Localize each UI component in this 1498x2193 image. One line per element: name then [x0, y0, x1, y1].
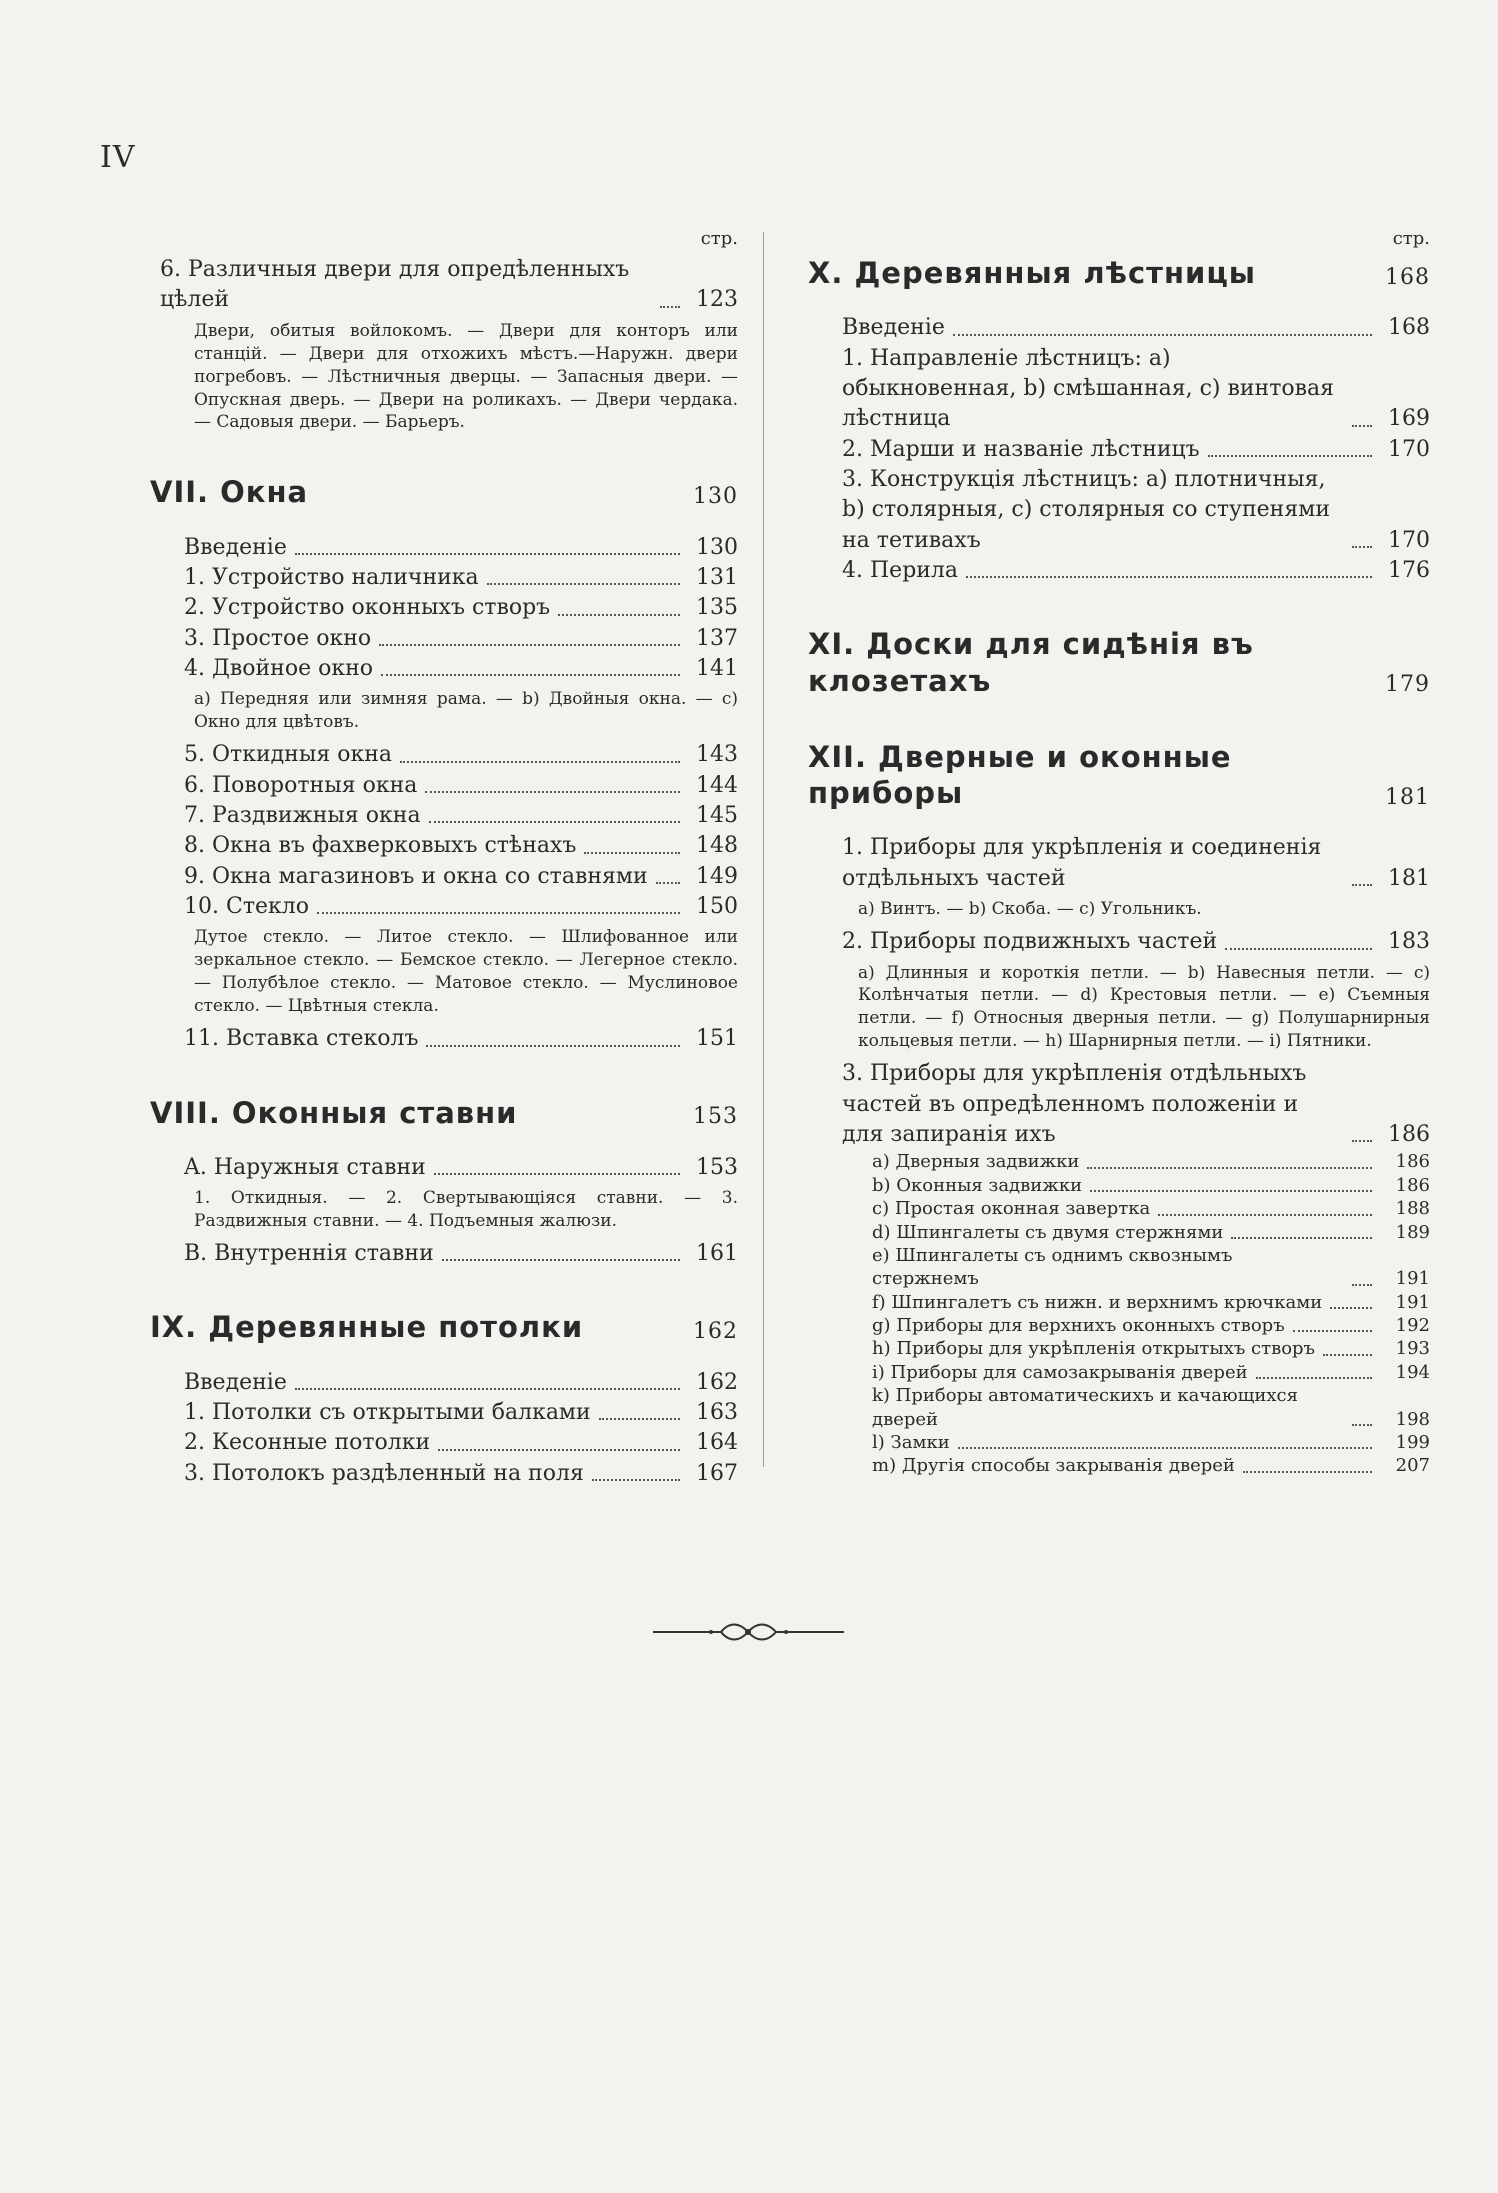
toc-entry	[808, 435, 1430, 465]
entry-label: 2. Приборы подвижныхъ частей	[842, 929, 1218, 955]
entry-page: 170	[1388, 436, 1430, 462]
dot-leader	[295, 553, 680, 555]
toc-entry	[150, 1024, 738, 1054]
toc-entry	[808, 1384, 1430, 1431]
entry-page: 163	[696, 1400, 738, 1426]
chapter-title: VIII. Оконныя ставни	[150, 1095, 518, 1130]
dot-leader	[1352, 1140, 1372, 1142]
dot-leader	[429, 821, 680, 823]
entry-label: 1. Направленіе лѣстницъ: a) обыкновенная, b) смѣшанная, c) винтовая лѣстница	[842, 345, 1335, 432]
chapter-title: VII. Окна	[150, 475, 309, 510]
dot-leader	[1225, 948, 1372, 950]
toc-entry	[808, 1221, 1430, 1244]
chapter-page: 181	[1385, 784, 1430, 810]
dot-leader	[442, 1259, 680, 1261]
dot-leader	[958, 1447, 1372, 1449]
entry-page: 148	[696, 833, 738, 859]
entry-page: 144	[696, 772, 738, 798]
entry-label: Введеніе	[184, 534, 287, 560]
toc-entry	[808, 1314, 1430, 1337]
dot-leader	[1087, 1167, 1372, 1169]
dot-leader	[1330, 1307, 1372, 1309]
dot-leader	[434, 1173, 680, 1175]
dot-leader	[1208, 455, 1372, 457]
dot-leader	[1352, 1424, 1372, 1426]
dot-leader	[966, 576, 1372, 578]
toc-entry	[808, 1361, 1430, 1384]
entry-label: 3. Потолокъ раздѣленный на поля	[184, 1460, 584, 1486]
entry-page: 186	[1395, 1151, 1430, 1173]
toc-entry	[150, 1398, 738, 1428]
dot-leader	[1090, 1190, 1372, 1192]
toc-entry	[808, 1291, 1430, 1314]
dot-leader	[1352, 884, 1372, 886]
entry-page: 141	[696, 656, 738, 682]
chapter-page: 179	[1385, 672, 1430, 698]
dot-leader	[1293, 1330, 1372, 1332]
toc-entry	[150, 1459, 738, 1489]
entry-label: 9. Окна магазиновъ и окна со ставнями	[184, 863, 648, 889]
toc-entry	[150, 801, 738, 831]
dot-leader	[438, 1449, 680, 1451]
entry-label: c) Простая оконная завертка	[872, 1198, 1151, 1220]
entry-page: 207	[1395, 1455, 1430, 1477]
entry-label: 3. Простое окно	[184, 625, 372, 651]
toc-entry	[150, 1239, 738, 1269]
dot-leader	[1352, 546, 1372, 548]
chapter-title: X. Деревянныя лѣстницы	[808, 256, 1257, 290]
entry-label: A. Наружныя ставни	[184, 1154, 426, 1180]
toc-entry	[150, 862, 738, 892]
toc-entry	[808, 344, 1430, 435]
entry-page: 176	[1388, 558, 1430, 584]
entry-label: d) Шпингалеты съ двумя стержнями	[872, 1221, 1224, 1243]
entry-label: 6. Различныя двери для опредѣленныхъ цѣлей	[160, 257, 630, 313]
entry-label: 4. Двойное окно	[184, 656, 373, 682]
toc-entry	[150, 563, 738, 593]
chapter-page: 168	[1385, 264, 1430, 290]
dot-leader	[400, 761, 680, 763]
subtopics: Дутое стекло. — Литое стекло. — Шлифованное или зеркальное стекло. — Бемское стекло. — Легерное стекло. — Полубѣлое стекло. — Матовое стекло. — Муслиновое стекло. — Цвѣтныя стекла.	[194, 927, 738, 1017]
toc-entry	[150, 740, 738, 770]
entry-page: 186	[1388, 1121, 1430, 1147]
entry-label: 1. Приборы для укрѣпленія и соединенія отдѣльныхъ частей	[842, 835, 1322, 891]
toc-entry	[150, 831, 738, 861]
dot-leader	[425, 791, 680, 793]
entry-page: 181	[1388, 865, 1430, 891]
toc-left-column	[150, 228, 738, 1489]
entry-label: B. Внутреннія ставни	[184, 1241, 434, 1267]
entry-page: 145	[696, 803, 738, 829]
entry-label: 1. Устройство наличника	[184, 565, 479, 591]
entry-label: 10. Стекло	[184, 894, 309, 920]
entry-page: 137	[696, 625, 738, 651]
decorative-ornament	[651, 1620, 846, 1644]
entry-page: 151	[696, 1026, 738, 1052]
entry-page: 193	[1395, 1338, 1430, 1360]
entry-page: 162	[696, 1369, 738, 1395]
page-column-header: стр.	[700, 228, 738, 249]
entry-label: l) Замки	[872, 1432, 950, 1454]
chapter-heading	[808, 255, 1430, 291]
entry-label: e) Шпингалеты съ однимъ сквознымъ стержнемъ	[872, 1244, 1233, 1290]
dot-leader	[317, 912, 680, 914]
chapter-page: 162	[693, 1319, 738, 1345]
dot-leader	[660, 306, 680, 308]
dot-leader	[487, 583, 680, 585]
entry-page: 131	[696, 565, 738, 591]
entry-page: 170	[1388, 527, 1430, 553]
dot-leader	[599, 1418, 680, 1420]
entry-label: Введеніе	[842, 315, 945, 341]
dot-leader	[381, 674, 680, 676]
entry-label: 2. Кесонные потолки	[184, 1430, 431, 1456]
toc-entry	[150, 1368, 738, 1398]
toc-right-column	[808, 228, 1430, 1478]
subtopics: 1. Откидныя. — 2. Свертывающіяся ставни. — 3. Раздвижныя ставни. — 4. Подъемныя жалюзи.	[194, 1188, 738, 1232]
entry-page: 191	[1395, 1291, 1430, 1313]
toc-entry	[150, 1428, 738, 1458]
entry-page: 199	[1395, 1432, 1430, 1454]
entry-page: 149	[696, 863, 738, 889]
entry-label: 5. Откидныя окна	[184, 742, 392, 768]
toc-entry	[150, 624, 738, 654]
entry-label: 3. Приборы для укрѣпленія отдѣльныхъ частей въ опредѣленномъ положеніи и для запиранія ихъ	[842, 1061, 1307, 1147]
toc-entry	[808, 1059, 1430, 1150]
entry-label: a) Дверныя задвижки	[872, 1151, 1080, 1173]
subtopics: a) Передняя или зимняя рама. — b) Двойныя окна. — c) Окно для цвѣтовъ.	[194, 689, 738, 733]
toc-entry	[150, 593, 738, 623]
subtopics: Двери, обитыя войлокомъ. — Двери для конторъ или станцій. — Двери для отхожихъ мѣстъ.—Наружн. двери погребовъ. — Лѣстничныя дверцы. — Запасныя двери. — Опускная дверь. — Двери на роликахъ. — Двери чердака. — Садовыя двери. — Барьеръ.	[194, 320, 738, 433]
entry-label: 6. Поворотныя окна	[184, 772, 418, 798]
entry-label: k) Приборы автоматическихъ и качающихся дверей	[872, 1385, 1298, 1430]
page-column-header: стр.	[1392, 228, 1430, 249]
toc-entry	[808, 556, 1430, 586]
entry-page: 198	[1395, 1408, 1430, 1430]
subtopics: a) Винтъ. — b) Скоба. — c) Угольникъ.	[858, 899, 1202, 920]
entry-label: m) Другія способы закрыванія дверей	[872, 1455, 1235, 1477]
toc-entry	[808, 313, 1430, 343]
entry-label: 4. Перила	[842, 558, 959, 584]
entry-page: 143	[696, 742, 738, 768]
dot-leader	[656, 882, 680, 884]
dot-leader	[1243, 1471, 1372, 1473]
dot-leader	[1352, 1284, 1372, 1286]
dot-leader	[1158, 1214, 1372, 1216]
chapter-heading	[150, 474, 738, 510]
chapter-heading	[808, 739, 1430, 812]
dot-leader	[379, 644, 680, 646]
toc-entry	[808, 465, 1430, 556]
toc-entry	[808, 1174, 1430, 1197]
toc-entry	[808, 1150, 1430, 1173]
entry-label: 8. Окна въ фахверковыхъ стѣнахъ	[184, 833, 577, 859]
entry-page: 191	[1395, 1268, 1430, 1290]
toc-entry	[808, 1454, 1430, 1477]
entry-label: Введеніе	[184, 1369, 287, 1395]
toc-entry	[150, 892, 738, 922]
entry-page: 188	[1395, 1198, 1430, 1220]
toc-entry	[150, 255, 738, 316]
dot-leader	[1323, 1354, 1372, 1356]
dot-leader	[1231, 1237, 1372, 1239]
entry-label: 3. Конструкція лѣстницъ: a) плотничныя, b) столярныя, c) столярныя со ступенями на тетивахъ	[842, 467, 1330, 553]
toc-entry	[808, 1337, 1430, 1360]
entry-page: 123	[696, 287, 738, 313]
entry-page: 189	[1395, 1221, 1430, 1243]
entry-label: 1. Потолки съ открытыми балками	[184, 1400, 591, 1426]
toc-entry	[808, 1244, 1430, 1291]
dot-leader	[1352, 425, 1372, 427]
entry-label: 2. Марши и названіе лѣстницъ	[842, 436, 1200, 462]
toc-entry	[150, 1153, 738, 1183]
toc-entry	[808, 927, 1430, 957]
chapter-page: 130	[693, 484, 738, 510]
dot-leader	[426, 1045, 680, 1047]
entry-label: 11. Вставка стеколъ	[184, 1026, 419, 1052]
toc-entry	[150, 771, 738, 801]
column-divider	[763, 232, 764, 1467]
dot-leader	[953, 334, 1372, 336]
entry-page: 130	[696, 534, 738, 560]
entry-page: 167	[696, 1460, 738, 1486]
dot-leader	[584, 852, 680, 854]
entry-page: 186	[1395, 1174, 1430, 1196]
dot-leader	[295, 1388, 680, 1390]
toc-entry	[150, 533, 738, 563]
dot-leader	[592, 1479, 680, 1481]
entry-page: 135	[696, 595, 738, 621]
toc-entry	[808, 833, 1430, 894]
page-number: IV	[100, 140, 136, 175]
entry-page: 183	[1388, 929, 1430, 955]
entry-label: b) Оконныя задвижки	[872, 1174, 1083, 1196]
chapter-page: 153	[693, 1104, 738, 1130]
entry-label: f) Шпингалетъ съ нижн. и верхнимъ крючками	[872, 1291, 1323, 1313]
entry-label: 2. Устройство оконныхъ створъ	[184, 595, 551, 621]
entry-page: 194	[1395, 1361, 1430, 1383]
entry-page: 150	[696, 894, 738, 920]
toc-entry	[808, 1431, 1430, 1454]
chapter-heading	[150, 1095, 738, 1131]
entry-label: g) Приборы для верхнихъ оконныхъ створъ	[872, 1315, 1285, 1337]
subtopics: a) Длинныя и короткія петли. — b) Навесныя петли. — c) Колѣнчатыя петли. — d) Крестовыя петли. — e) Съемныя петли. — f) Относныя дверныя петли. — g) Полушарнирныя кольцевыя петли. — h) Шарнирныя петли. — i) Пятники.	[858, 962, 1430, 1052]
chapter-title: IX. Деревянные потолки	[150, 1310, 584, 1345]
entry-page: 161	[696, 1241, 738, 1267]
entry-label: 7. Раздвижныя окна	[184, 803, 421, 829]
toc-entry	[150, 654, 738, 684]
entry-label: i) Приборы для самозакрыванія дверей	[872, 1361, 1248, 1383]
entry-page: 192	[1395, 1315, 1430, 1337]
toc-entry	[808, 1197, 1430, 1220]
dot-leader	[1256, 1377, 1372, 1379]
entry-page: 169	[1388, 406, 1430, 432]
dot-leader	[558, 614, 680, 616]
entry-label: h) Приборы для укрѣпленія открытыхъ створъ	[872, 1338, 1316, 1360]
chapter-heading	[808, 626, 1430, 699]
entry-page: 168	[1388, 315, 1430, 341]
entry-page: 153	[696, 1154, 738, 1180]
chapter-title: XII. Дверные и оконные приборы	[808, 739, 1232, 811]
chapter-heading	[150, 1309, 738, 1345]
chapter-title: XI. Доски для сидѣнія въ клозетахъ	[808, 627, 1254, 698]
entry-page: 164	[696, 1430, 738, 1456]
